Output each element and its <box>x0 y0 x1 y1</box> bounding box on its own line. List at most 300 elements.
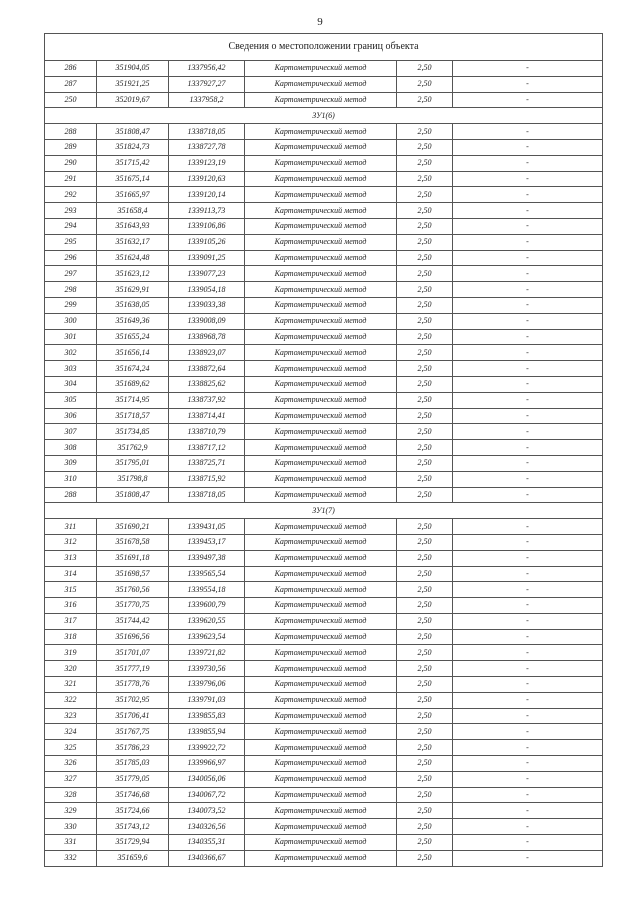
accuracy-cell: 2,50 <box>397 692 453 708</box>
x-coordinate-cell: 351778,76 <box>97 677 169 693</box>
accuracy-cell: 2,50 <box>397 440 453 456</box>
y-coordinate-cell: 1339600,79 <box>169 598 245 614</box>
description-cell: - <box>453 708 603 724</box>
table-row <box>45 234 603 250</box>
accuracy-cell: 2,50 <box>397 819 453 835</box>
method-cell: Картометрический метод <box>245 187 397 203</box>
description-cell: - <box>453 850 603 866</box>
point-number-cell: 297 <box>45 266 97 282</box>
x-coordinate-cell: 351698,57 <box>97 566 169 582</box>
table-row <box>45 218 603 234</box>
description-cell: - <box>453 692 603 708</box>
method-cell: Картометрический метод <box>245 756 397 772</box>
y-coordinate-cell: 1340056,06 <box>169 771 245 787</box>
table-row <box>45 187 603 203</box>
table-row <box>45 392 603 408</box>
description-cell: - <box>453 297 603 313</box>
method-cell: Картометрический метод <box>245 392 397 408</box>
description-cell: - <box>453 455 603 471</box>
description-cell: - <box>453 471 603 487</box>
accuracy-cell: 2,50 <box>397 345 453 361</box>
accuracy-cell: 2,50 <box>397 76 453 92</box>
x-coordinate-cell: 351678,58 <box>97 534 169 550</box>
y-coordinate-cell: 1339054,18 <box>169 282 245 298</box>
description-cell: - <box>453 519 603 535</box>
point-number-cell: 313 <box>45 550 97 566</box>
x-coordinate-cell: 352019,67 <box>97 92 169 108</box>
method-cell: Картометрический метод <box>245 471 397 487</box>
description-cell: - <box>453 598 603 614</box>
y-coordinate-cell: 1339091,25 <box>169 250 245 266</box>
point-number-cell: 306 <box>45 408 97 424</box>
table-row <box>45 455 603 471</box>
accuracy-cell: 2,50 <box>397 850 453 866</box>
section-label: ЗУ1(7) <box>45 503 603 519</box>
y-coordinate-cell: 1339855,94 <box>169 724 245 740</box>
table-row <box>45 708 603 724</box>
accuracy-cell: 2,50 <box>397 629 453 645</box>
y-coordinate-cell: 1339106,86 <box>169 218 245 234</box>
description-cell: - <box>453 724 603 740</box>
point-number-cell: 320 <box>45 661 97 677</box>
x-coordinate-cell: 351675,14 <box>97 171 169 187</box>
boundary-table <box>44 33 603 867</box>
method-cell: Картометрический метод <box>245 566 397 582</box>
point-number-cell: 286 <box>45 61 97 77</box>
accuracy-cell: 2,50 <box>397 92 453 108</box>
point-number-cell: 324 <box>45 724 97 740</box>
table-row <box>45 139 603 155</box>
point-number-cell: 250 <box>45 92 97 108</box>
description-cell: - <box>453 645 603 661</box>
x-coordinate-cell: 351767,75 <box>97 724 169 740</box>
y-coordinate-cell: 1339791,03 <box>169 692 245 708</box>
accuracy-cell: 2,50 <box>397 282 453 298</box>
y-coordinate-cell: 1338714,41 <box>169 408 245 424</box>
table-title: Сведения о местоположении границ объекта <box>45 34 603 61</box>
y-coordinate-cell: 1339620,55 <box>169 613 245 629</box>
accuracy-cell: 2,50 <box>397 171 453 187</box>
y-coordinate-cell: 1339008,09 <box>169 313 245 329</box>
section-header-row <box>45 503 603 519</box>
accuracy-cell: 2,50 <box>397 598 453 614</box>
method-cell: Картометрический метод <box>245 850 397 866</box>
y-coordinate-cell: 1340326,56 <box>169 819 245 835</box>
method-cell: Картометрический метод <box>245 440 397 456</box>
table-row <box>45 645 603 661</box>
description-cell: - <box>453 234 603 250</box>
x-coordinate-cell: 351762,9 <box>97 440 169 456</box>
y-coordinate-cell: 1338727,78 <box>169 139 245 155</box>
table-row <box>45 471 603 487</box>
x-coordinate-cell: 351629,91 <box>97 282 169 298</box>
accuracy-cell: 2,50 <box>397 124 453 140</box>
table-row <box>45 329 603 345</box>
x-coordinate-cell: 351714,95 <box>97 392 169 408</box>
point-number-cell: 305 <box>45 392 97 408</box>
accuracy-cell: 2,50 <box>397 661 453 677</box>
method-cell: Картометрический метод <box>245 661 397 677</box>
point-number-cell: 296 <box>45 250 97 266</box>
accuracy-cell: 2,50 <box>397 455 453 471</box>
boundary-table-container <box>44 33 602 867</box>
method-cell: Картометрический метод <box>245 455 397 471</box>
description-cell: - <box>453 266 603 282</box>
method-cell: Картометрический метод <box>245 724 397 740</box>
method-cell: Картометрический метод <box>245 803 397 819</box>
point-number-cell: 298 <box>45 282 97 298</box>
y-coordinate-cell: 1337956,42 <box>169 61 245 77</box>
table-row <box>45 124 603 140</box>
accuracy-cell: 2,50 <box>397 771 453 787</box>
point-number-cell: 287 <box>45 76 97 92</box>
accuracy-cell: 2,50 <box>397 297 453 313</box>
description-cell: - <box>453 582 603 598</box>
description-cell: - <box>453 771 603 787</box>
table-row <box>45 819 603 835</box>
method-cell: Картометрический метод <box>245 92 397 108</box>
method-cell: Картометрический метод <box>245 835 397 851</box>
table-row <box>45 550 603 566</box>
y-coordinate-cell: 1339453,17 <box>169 534 245 550</box>
method-cell: Картометрический метод <box>245 708 397 724</box>
table-row <box>45 487 603 503</box>
method-cell: Картометрический метод <box>245 629 397 645</box>
description-cell: - <box>453 566 603 582</box>
point-number-cell: 316 <box>45 598 97 614</box>
method-cell: Картометрический метод <box>245 408 397 424</box>
x-coordinate-cell: 351770,75 <box>97 598 169 614</box>
y-coordinate-cell: 1338725,71 <box>169 455 245 471</box>
point-number-cell: 311 <box>45 519 97 535</box>
table-row <box>45 155 603 171</box>
accuracy-cell: 2,50 <box>397 519 453 535</box>
description-cell: - <box>453 361 603 377</box>
x-coordinate-cell: 351649,36 <box>97 313 169 329</box>
point-number-cell: 331 <box>45 835 97 851</box>
description-cell: - <box>453 187 603 203</box>
x-coordinate-cell: 351701,07 <box>97 645 169 661</box>
x-coordinate-cell: 351824,73 <box>97 139 169 155</box>
x-coordinate-cell: 351743,12 <box>97 819 169 835</box>
point-number-cell: 288 <box>45 124 97 140</box>
table-row <box>45 313 603 329</box>
method-cell: Картометрический метод <box>245 234 397 250</box>
point-number-cell: 292 <box>45 187 97 203</box>
method-cell: Картометрический метод <box>245 61 397 77</box>
y-coordinate-cell: 1339120,63 <box>169 171 245 187</box>
method-cell: Картометрический метод <box>245 76 397 92</box>
y-coordinate-cell: 1338923,07 <box>169 345 245 361</box>
description-cell: - <box>453 424 603 440</box>
accuracy-cell: 2,50 <box>397 534 453 550</box>
description-cell: - <box>453 218 603 234</box>
point-number-cell: 318 <box>45 629 97 645</box>
point-number-cell: 299 <box>45 297 97 313</box>
table-row <box>45 598 603 614</box>
accuracy-cell: 2,50 <box>397 550 453 566</box>
method-cell: Картометрический метод <box>245 424 397 440</box>
x-coordinate-cell: 351689,62 <box>97 376 169 392</box>
y-coordinate-cell: 1339431,05 <box>169 519 245 535</box>
accuracy-cell: 2,50 <box>397 471 453 487</box>
x-coordinate-cell: 351643,93 <box>97 218 169 234</box>
method-cell: Картометрический метод <box>245 771 397 787</box>
point-number-cell: 293 <box>45 203 97 219</box>
table-row <box>45 266 603 282</box>
accuracy-cell: 2,50 <box>397 408 453 424</box>
point-number-cell: 302 <box>45 345 97 361</box>
y-coordinate-cell: 1338715,92 <box>169 471 245 487</box>
accuracy-cell: 2,50 <box>397 708 453 724</box>
y-coordinate-cell: 1340073,52 <box>169 803 245 819</box>
accuracy-cell: 2,50 <box>397 613 453 629</box>
y-coordinate-cell: 1339497,38 <box>169 550 245 566</box>
x-coordinate-cell: 351659,6 <box>97 850 169 866</box>
x-coordinate-cell: 351674,24 <box>97 361 169 377</box>
method-cell: Картометрический метод <box>245 692 397 708</box>
method-cell: Картометрический метод <box>245 787 397 803</box>
description-cell: - <box>453 677 603 693</box>
table-row <box>45 787 603 803</box>
table-row <box>45 803 603 819</box>
x-coordinate-cell: 351658,4 <box>97 203 169 219</box>
table-row <box>45 345 603 361</box>
method-cell: Картометрический метод <box>245 155 397 171</box>
description-cell: - <box>453 440 603 456</box>
x-coordinate-cell: 351779,05 <box>97 771 169 787</box>
point-number-cell: 303 <box>45 361 97 377</box>
accuracy-cell: 2,50 <box>397 329 453 345</box>
method-cell: Картометрический метод <box>245 282 397 298</box>
point-number-cell: 289 <box>45 139 97 155</box>
method-cell: Картометрический метод <box>245 139 397 155</box>
y-coordinate-cell: 1339855,83 <box>169 708 245 724</box>
table-row <box>45 677 603 693</box>
y-coordinate-cell: 1337927,27 <box>169 76 245 92</box>
x-coordinate-cell: 351808,47 <box>97 487 169 503</box>
accuracy-cell: 2,50 <box>397 424 453 440</box>
table-row <box>45 661 603 677</box>
method-cell: Картометрический метод <box>245 313 397 329</box>
accuracy-cell: 2,50 <box>397 756 453 772</box>
description-cell: - <box>453 124 603 140</box>
table-row <box>45 519 603 535</box>
accuracy-cell: 2,50 <box>397 250 453 266</box>
description-cell: - <box>453 61 603 77</box>
method-cell: Картометрический метод <box>245 534 397 550</box>
accuracy-cell: 2,50 <box>397 155 453 171</box>
accuracy-cell: 2,50 <box>397 313 453 329</box>
y-coordinate-cell: 1338710,79 <box>169 424 245 440</box>
accuracy-cell: 2,50 <box>397 361 453 377</box>
method-cell: Картометрический метод <box>245 171 397 187</box>
method-cell: Картометрический метод <box>245 361 397 377</box>
point-number-cell: 332 <box>45 850 97 866</box>
table-row <box>45 92 603 108</box>
x-coordinate-cell: 351624,48 <box>97 250 169 266</box>
x-coordinate-cell: 351656,14 <box>97 345 169 361</box>
point-number-cell: 312 <box>45 534 97 550</box>
accuracy-cell: 2,50 <box>397 187 453 203</box>
y-coordinate-cell: 1338968,78 <box>169 329 245 345</box>
method-cell: Картометрический метод <box>245 250 397 266</box>
method-cell: Картометрический метод <box>245 519 397 535</box>
point-number-cell: 323 <box>45 708 97 724</box>
point-number-cell: 300 <box>45 313 97 329</box>
y-coordinate-cell: 1338872,64 <box>169 361 245 377</box>
x-coordinate-cell: 351904,05 <box>97 61 169 77</box>
y-coordinate-cell: 1338718,05 <box>169 487 245 503</box>
y-coordinate-cell: 1339623,54 <box>169 629 245 645</box>
table-row <box>45 534 603 550</box>
description-cell: - <box>453 171 603 187</box>
description-cell: - <box>453 76 603 92</box>
x-coordinate-cell: 351718,57 <box>97 408 169 424</box>
point-number-cell: 291 <box>45 171 97 187</box>
point-number-cell: 330 <box>45 819 97 835</box>
section-header-row <box>45 108 603 124</box>
accuracy-cell: 2,50 <box>397 203 453 219</box>
method-cell: Картометрический метод <box>245 677 397 693</box>
method-cell: Картометрический метод <box>245 329 397 345</box>
table-row <box>45 424 603 440</box>
accuracy-cell: 2,50 <box>397 487 453 503</box>
accuracy-cell: 2,50 <box>397 61 453 77</box>
point-number-cell: 294 <box>45 218 97 234</box>
x-coordinate-cell: 351655,24 <box>97 329 169 345</box>
y-coordinate-cell: 1339796,06 <box>169 677 245 693</box>
x-coordinate-cell: 351702,95 <box>97 692 169 708</box>
point-number-cell: 290 <box>45 155 97 171</box>
section-label: ЗУ1(6) <box>45 108 603 124</box>
point-number-cell: 308 <box>45 440 97 456</box>
y-coordinate-cell: 1339966,97 <box>169 756 245 772</box>
accuracy-cell: 2,50 <box>397 566 453 582</box>
x-coordinate-cell: 351777,19 <box>97 661 169 677</box>
y-coordinate-cell: 1338825,62 <box>169 376 245 392</box>
description-cell: - <box>453 250 603 266</box>
description-cell: - <box>453 345 603 361</box>
accuracy-cell: 2,50 <box>397 218 453 234</box>
table-row <box>45 361 603 377</box>
method-cell: Картометрический метод <box>245 203 397 219</box>
table-row <box>45 756 603 772</box>
description-cell: - <box>453 392 603 408</box>
x-coordinate-cell: 351706,41 <box>97 708 169 724</box>
y-coordinate-cell: 1339730,56 <box>169 661 245 677</box>
x-coordinate-cell: 351786,23 <box>97 740 169 756</box>
method-cell: Картометрический метод <box>245 819 397 835</box>
description-cell: - <box>453 661 603 677</box>
y-coordinate-cell: 1338717,12 <box>169 440 245 456</box>
method-cell: Картометрический метод <box>245 582 397 598</box>
method-cell: Картометрический метод <box>245 218 397 234</box>
accuracy-cell: 2,50 <box>397 803 453 819</box>
method-cell: Картометрический метод <box>245 598 397 614</box>
table-title-row <box>45 34 603 61</box>
x-coordinate-cell: 351921,25 <box>97 76 169 92</box>
point-number-cell: 328 <box>45 787 97 803</box>
x-coordinate-cell: 351729,94 <box>97 835 169 851</box>
accuracy-cell: 2,50 <box>397 645 453 661</box>
table-row <box>45 440 603 456</box>
table-row <box>45 408 603 424</box>
y-coordinate-cell: 1339120,14 <box>169 187 245 203</box>
description-cell: - <box>453 613 603 629</box>
page-number: 9 <box>317 16 323 28</box>
x-coordinate-cell: 351623,12 <box>97 266 169 282</box>
y-coordinate-cell: 1339565,54 <box>169 566 245 582</box>
description-cell: - <box>453 740 603 756</box>
point-number-cell: 304 <box>45 376 97 392</box>
description-cell: - <box>453 203 603 219</box>
accuracy-cell: 2,50 <box>397 740 453 756</box>
table-row <box>45 771 603 787</box>
method-cell: Картометрический метод <box>245 740 397 756</box>
description-cell: - <box>453 313 603 329</box>
x-coordinate-cell: 351690,21 <box>97 519 169 535</box>
description-cell: - <box>453 835 603 851</box>
x-coordinate-cell: 351724,66 <box>97 803 169 819</box>
point-number-cell: 326 <box>45 756 97 772</box>
table-row <box>45 76 603 92</box>
table-body <box>45 61 603 867</box>
x-coordinate-cell: 351632,17 <box>97 234 169 250</box>
description-cell: - <box>453 329 603 345</box>
table-row <box>45 582 603 598</box>
accuracy-cell: 2,50 <box>397 266 453 282</box>
method-cell: Картометрический метод <box>245 550 397 566</box>
x-coordinate-cell: 351785,03 <box>97 756 169 772</box>
description-cell: - <box>453 819 603 835</box>
point-number-cell: 325 <box>45 740 97 756</box>
table-row <box>45 566 603 582</box>
description-cell: - <box>453 376 603 392</box>
x-coordinate-cell: 351665,97 <box>97 187 169 203</box>
table-row <box>45 250 603 266</box>
description-cell: - <box>453 408 603 424</box>
y-coordinate-cell: 1340355,31 <box>169 835 245 851</box>
description-cell: - <box>453 534 603 550</box>
point-number-cell: 327 <box>45 771 97 787</box>
x-coordinate-cell: 351746,68 <box>97 787 169 803</box>
point-number-cell: 295 <box>45 234 97 250</box>
description-cell: - <box>453 155 603 171</box>
table-row <box>45 850 603 866</box>
method-cell: Картометрический метод <box>245 487 397 503</box>
point-number-cell: 321 <box>45 677 97 693</box>
y-coordinate-cell: 1338737,92 <box>169 392 245 408</box>
y-coordinate-cell: 1339077,23 <box>169 266 245 282</box>
method-cell: Картометрический метод <box>245 345 397 361</box>
point-number-cell: 329 <box>45 803 97 819</box>
table-row <box>45 740 603 756</box>
description-cell: - <box>453 756 603 772</box>
y-coordinate-cell: 1338718,05 <box>169 124 245 140</box>
point-number-cell: 317 <box>45 613 97 629</box>
method-cell: Картометрический метод <box>245 124 397 140</box>
accuracy-cell: 2,50 <box>397 787 453 803</box>
method-cell: Картометрический метод <box>245 613 397 629</box>
point-number-cell: 301 <box>45 329 97 345</box>
description-cell: - <box>453 803 603 819</box>
table-row <box>45 61 603 77</box>
x-coordinate-cell: 351795,01 <box>97 455 169 471</box>
x-coordinate-cell: 351638,05 <box>97 297 169 313</box>
description-cell: - <box>453 487 603 503</box>
y-coordinate-cell: 1340366,67 <box>169 850 245 866</box>
